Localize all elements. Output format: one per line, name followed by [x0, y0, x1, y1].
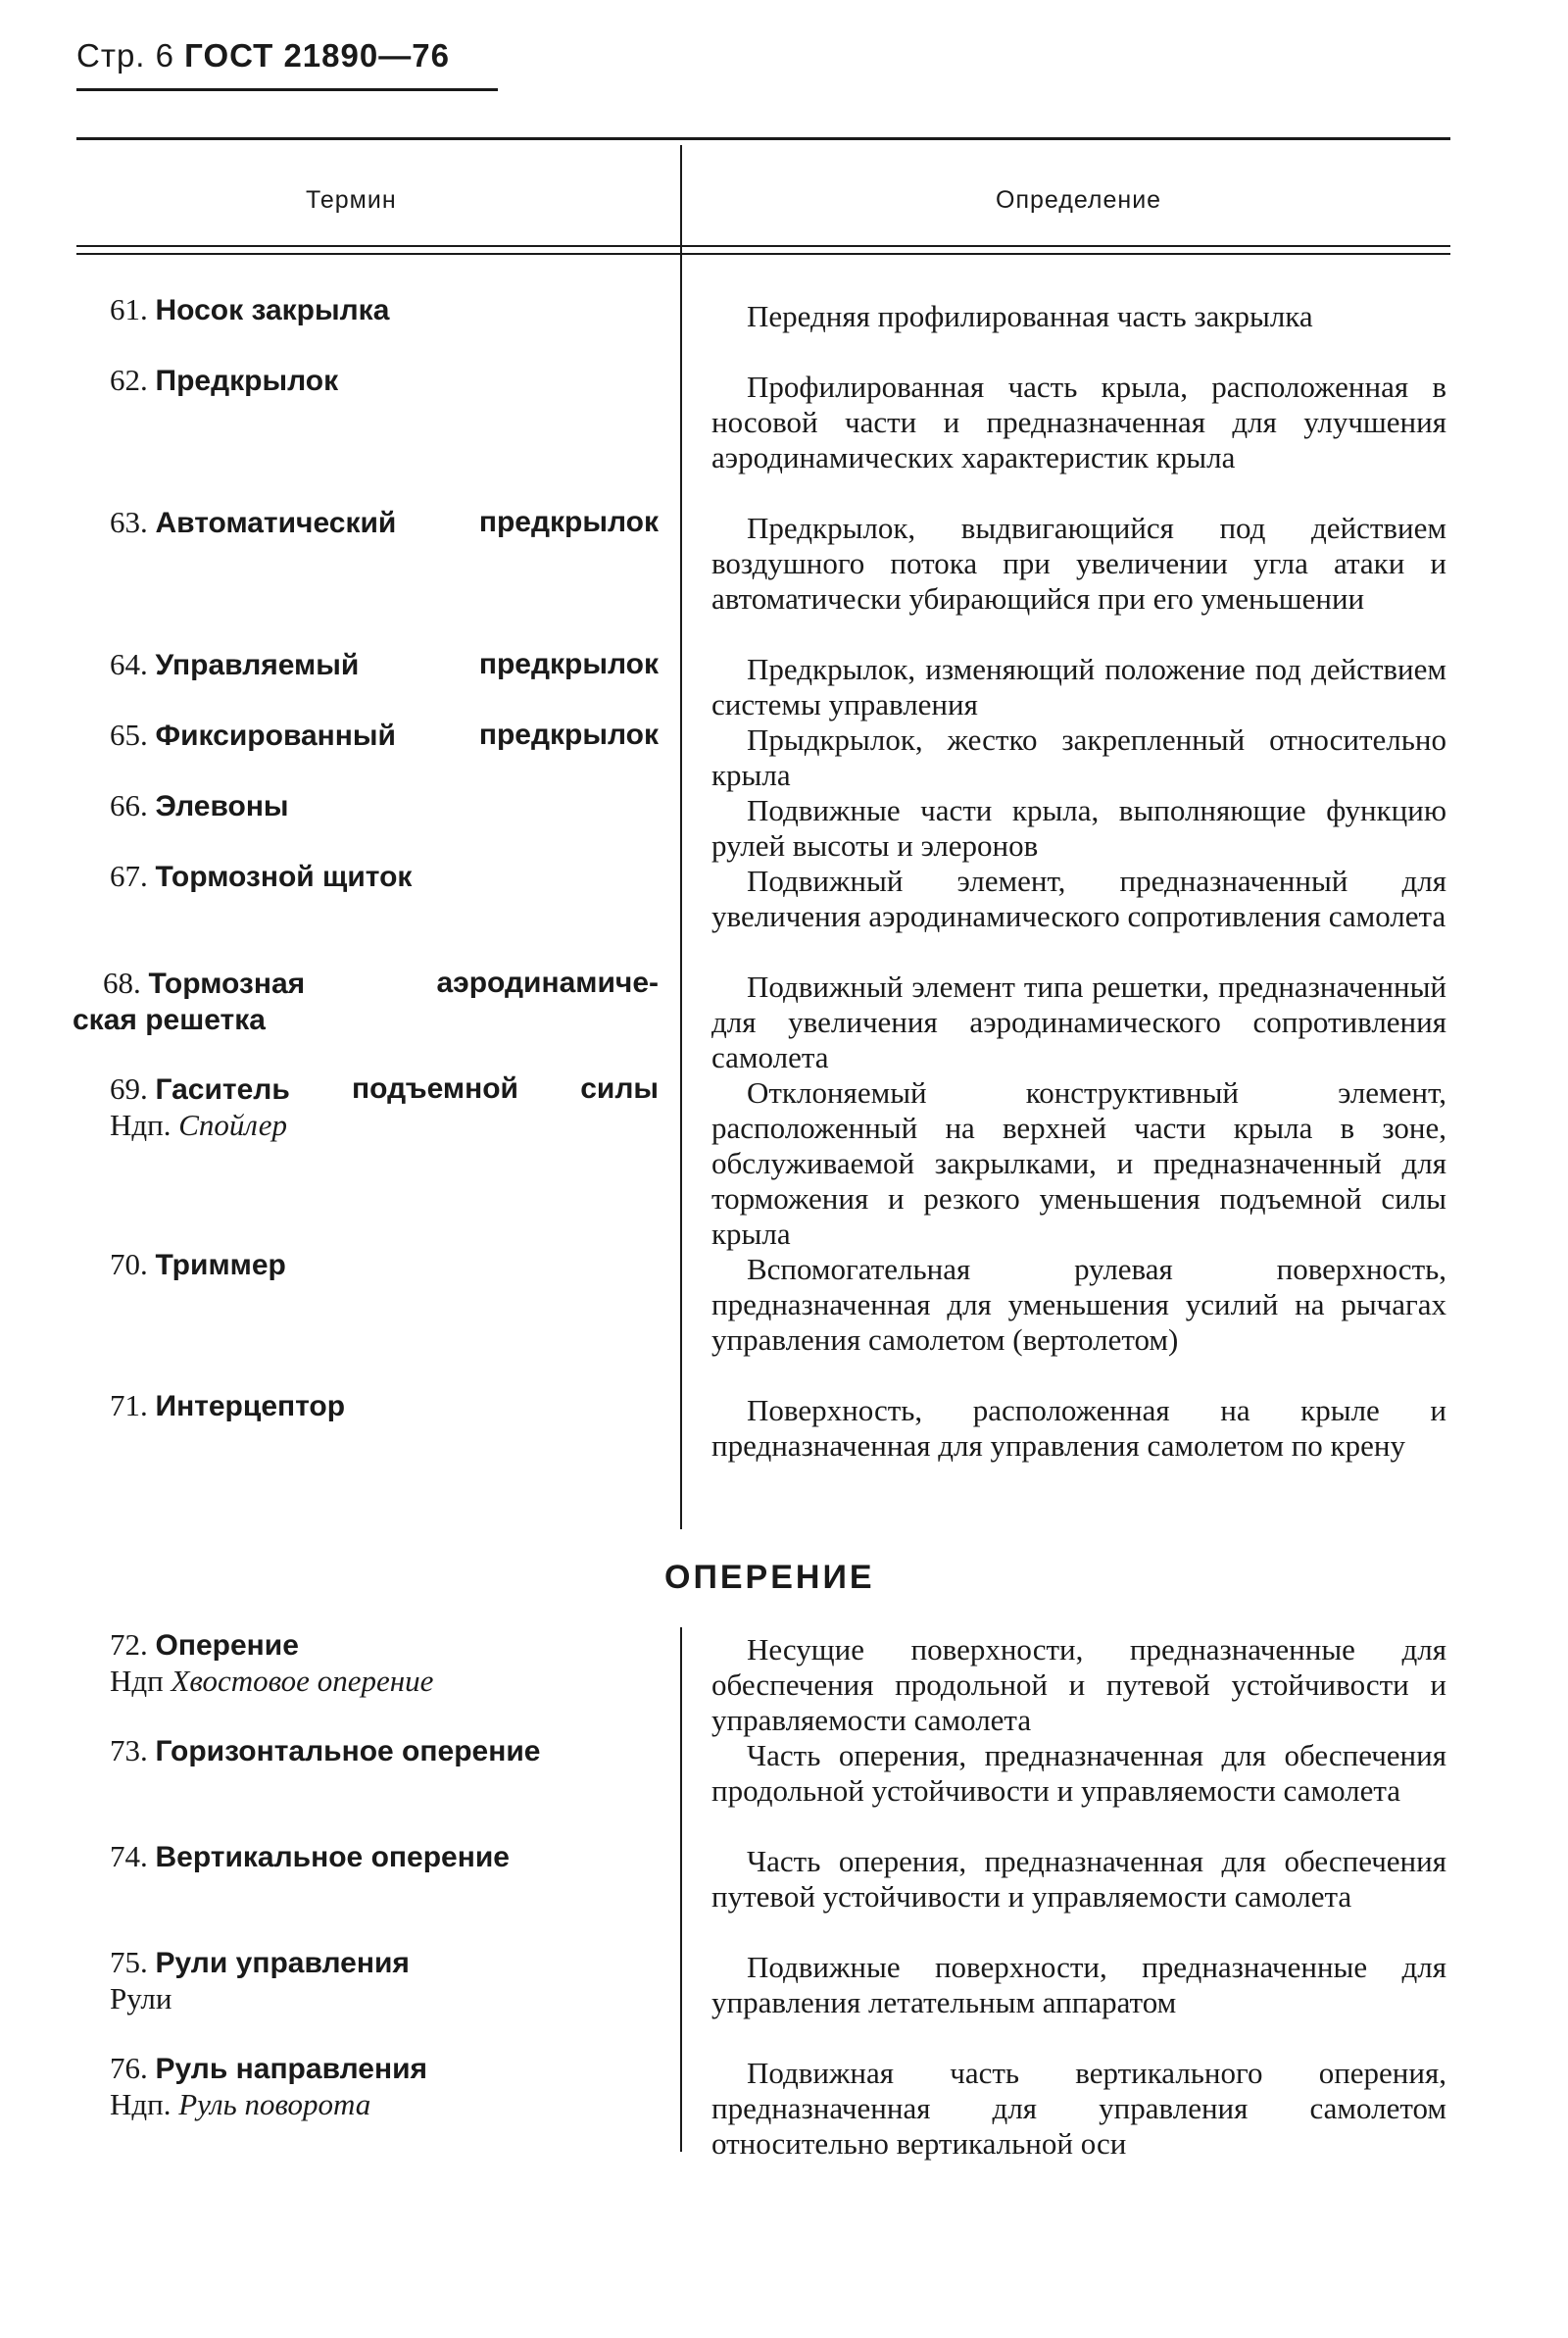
header-double-rule-1: [76, 245, 1450, 247]
term-72: 72. Оперение Ндп Хвостовое оперение: [110, 1627, 434, 1698]
column-header-term: Термин: [306, 186, 397, 214]
definition-72: Несущие поверхности, предназначенные для обеспечения продольной и путевой устойчивости и управляемости самолета: [711, 1632, 1446, 1737]
definition-61: Передняя профилированная часть закрылка: [747, 299, 1313, 333]
definition-66: Подвижные части крыла, выполняющие функцию рулей высоты и элеронов: [711, 793, 1446, 863]
term-68: 68. Тормозная аэродинамиче- ская решетка: [73, 966, 659, 1036]
definition-76: Подвижная часть вертикального оперения, предназначенная для управления самолетом относительно вертикальной оси: [711, 2056, 1446, 2161]
term-70: 70. Триммер: [110, 1247, 286, 1281]
definition-63: Предкрылок, выдвигающийся под действием воздушного потока при увеличении угла атаки и автоматически убирающийся при его уменьшении: [711, 511, 1446, 616]
term-62: 62. Предкрылок: [110, 363, 339, 397]
definition-71: Поверхность, расположенная на крыле и предназначенная для управления самолетом по крену: [711, 1393, 1446, 1463]
definition-75: Подвижные поверхности, предназначенные для управления летательным аппаратом: [711, 1950, 1446, 2019]
definition-62: Профилированная часть крыла, расположенная в носовой части и предназначенная для улучшения аэродинамических характеристик крыла: [711, 370, 1446, 474]
column-divider: [680, 145, 682, 1529]
term-64: 64. Управляемый предкрылок: [110, 647, 659, 681]
term-74: 74. Вертикальное оперение: [110, 1839, 510, 1873]
definition-69: Отклоняемый конструктивный элемент, расположенный на верхней части крыла в зоне, обслуживаемой закрылками, и предназначенный для торможения и резкого уменьшения подъемной силы крыла: [711, 1075, 1446, 1251]
standard-number: ГОСТ 21890—76: [184, 37, 450, 74]
column-header-definition: Определение: [996, 186, 1162, 214]
term-75: 75. Рули управления Рули: [110, 1945, 410, 2015]
page-header: [76, 37, 498, 75]
term-65: 65. Фиксированный предкрылок: [110, 718, 659, 752]
header-underline: [76, 88, 498, 91]
definition-64: Предкрылок, изменяющий положение под действием системы управления: [711, 652, 1446, 721]
term-61: 61. Носок закрылка: [110, 292, 390, 326]
definition-65: Прыдкрылок, жестко закрепленный относительно крыла: [711, 722, 1446, 792]
term-73: 73. Горизонтальное оперение: [110, 1733, 541, 1767]
definition-73: Часть оперения, предназначенная для обеспечения продольной устойчивости и управляемости самолета: [711, 1738, 1446, 1808]
page-number: Стр. 6: [76, 37, 174, 74]
header-double-rule-2: [76, 253, 1450, 255]
table-top-rule: [76, 137, 1450, 140]
term-69: 69. Гаситель подъемной силы Ндп. Спойлер: [110, 1071, 659, 1142]
term-66: 66. Элевоны: [110, 788, 289, 822]
term-76: 76. Руль направления Ндп. Руль поворота: [110, 2051, 428, 2121]
definition-68: Подвижный элемент типа решетки, предназначенный для увеличения аэродинамического сопротивления самолета: [711, 970, 1446, 1074]
column-divider-section2: [680, 1627, 682, 2152]
header-text: [76, 37, 498, 75]
definition-67: Подвижный элемент, предназначенный для увеличения аэродинамического сопротивления самолета: [711, 864, 1446, 933]
term-71: 71. Интерцептор: [110, 1388, 346, 1422]
definition-70: Вспомогательная рулевая поверхность, предназначенная для уменьшения усилий на рычагах управления самолетом (вертолетом): [711, 1252, 1446, 1357]
term-63: 63. Автоматический предкрылок: [110, 505, 659, 539]
section-title: ОПЕРЕНИЕ: [664, 1559, 875, 1596]
term-67: 67. Тормозной щиток: [110, 859, 413, 893]
definition-74: Часть оперения, предназначенная для обеспечения путевой устойчивости и управляемости самолета: [711, 1844, 1446, 1914]
